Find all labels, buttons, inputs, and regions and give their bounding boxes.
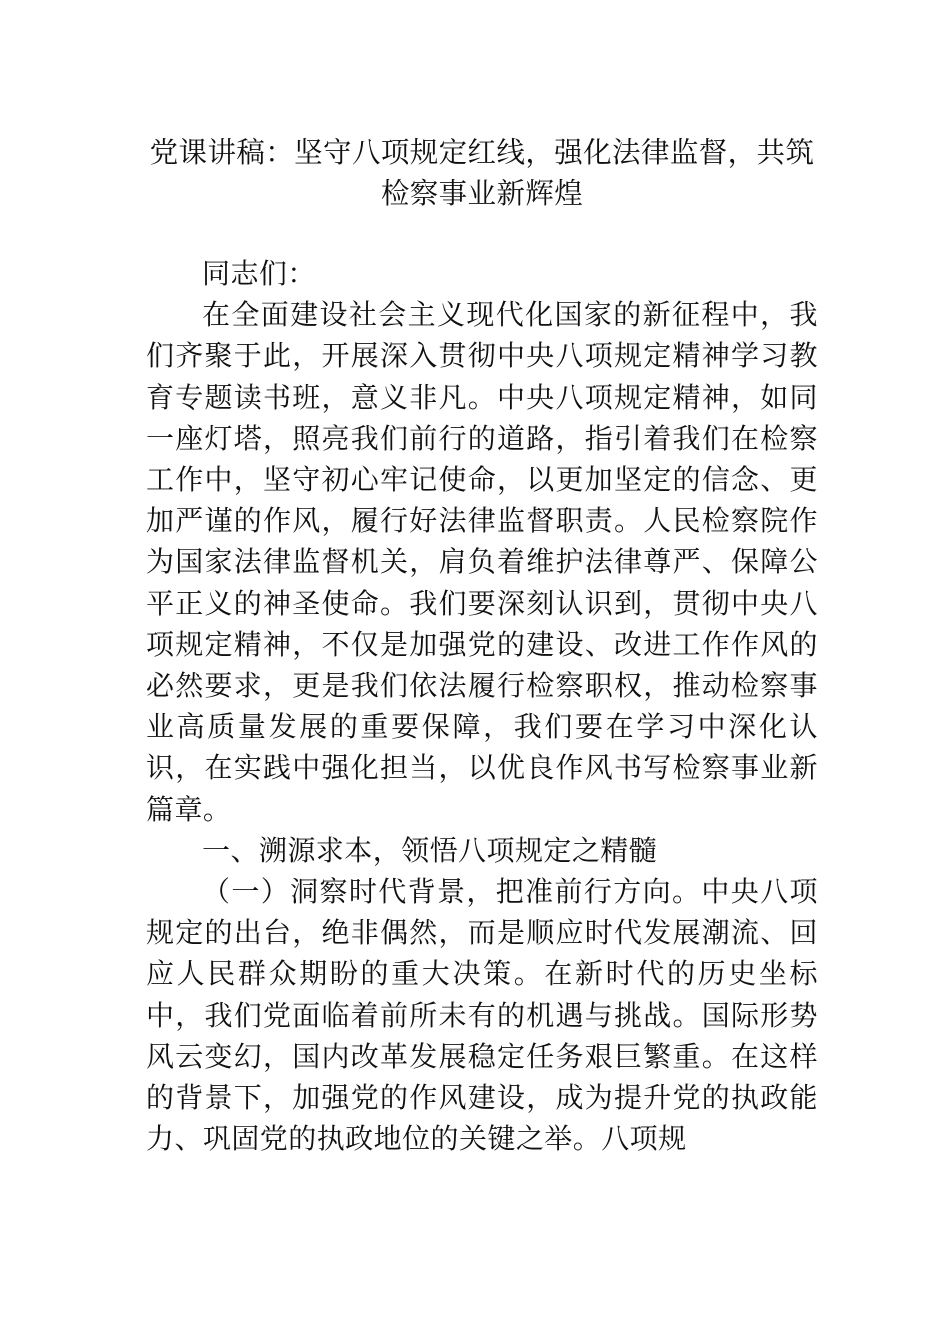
section-heading-1: 一、溯源求本，领悟八项规定之精髓 <box>202 834 658 866</box>
paragraph-section-1-sub-1: （一）洞察时代背景，把准前行方向。中央八项规定的出台，绝非偶然，而是顺应时代发展潮流、回应人民群众期盼的重大决策。在新时代的历史坐标中，我们党面临着前所未有的机遇与挑战。国际形势风云变幻，国内改革发展稳定任务艰巨繁重。在这样的背景下，加强党的作风建设，成为提升党的执政能力、巩固党的执政地位的关键之举。八项规 <box>146 876 818 1155</box>
document-title: 党课讲稿：坚守八项规定红线，强化法律监督，共筑检察事业新辉煌 <box>149 137 815 210</box>
title-spacer <box>146 217 818 253</box>
paragraph-opening: 在全面建设社会主义现代化国家的新征程中，我们齐聚于此，开展深入贯彻中央八项规定精神学习教育专题读书班，意义非凡。中央八项规定精神，如同一座灯塔，照亮我们前行的道路，指引着我们在检察工作中，坚守初心牢记使命，以更加坚定的信念、更加严谨的作风，履行好法律监督职责。人民检察院作为国家法律监督机关，肩负着维护法律尊严、保障公平正义的神圣使命。我们要深刻认识到，贯彻中央八项规定精神，不仅是加强党的建设、改进工作作风的必然要求，更是我们依法履行检察职权，推动检察事业高质量发展的重要保障，我们要在学习中深化认识，在实践中强化担当，以优良作风书写检察事业新篇章。 <box>146 299 818 825</box>
salutation-paragraph: 同志们： <box>202 258 316 289</box>
document-body <box>146 133 818 1159</box>
